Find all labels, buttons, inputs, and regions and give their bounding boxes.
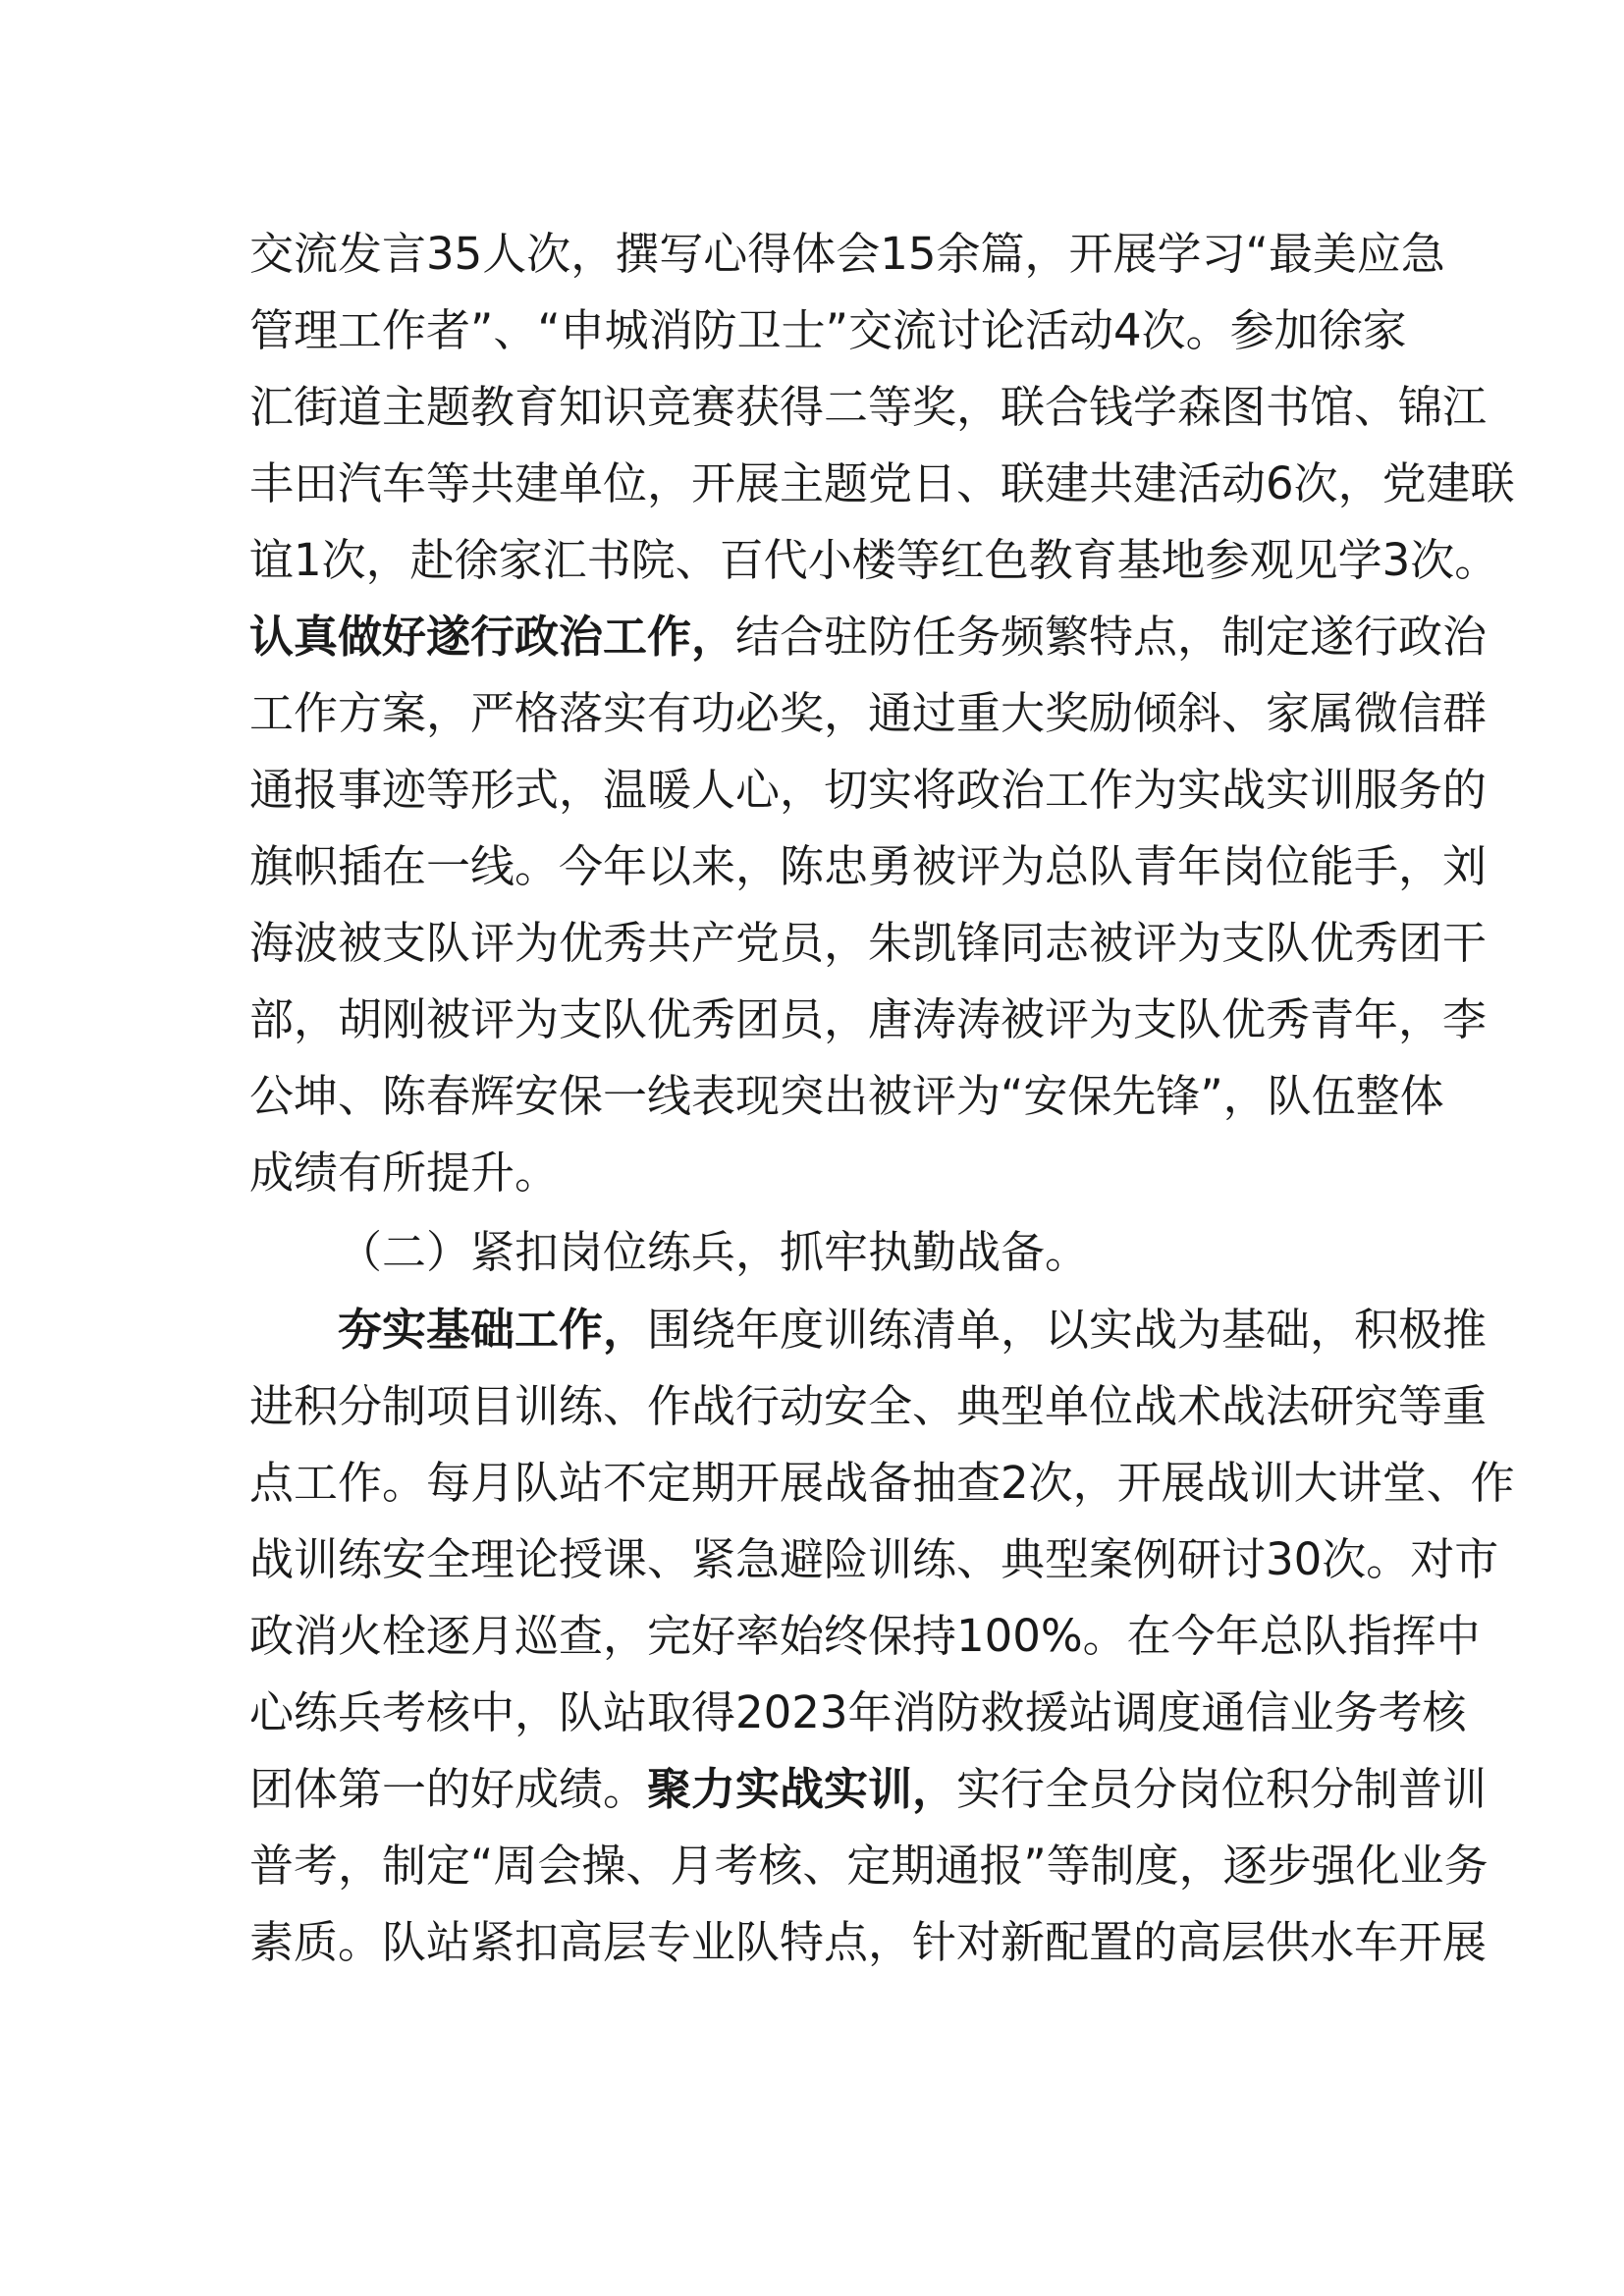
paragraph-line: 战训练安全理论授课、紧急避险训练、典型案例研讨30次。对市 — [249, 1533, 1499, 1585]
paragraph-text: 围绕年度训练清单，以实战为基础，积极推 — [647, 1304, 1488, 1356]
paragraph-line: 通报事迹等形式，温暖人心，切实将政治工作为实战实训服务的 — [249, 764, 1488, 816]
paragraph-line: 心练兵考核中，队站取得2023年消防救援站调度通信业务考核 — [249, 1686, 1467, 1738]
paragraph-line — [338, 1296, 1488, 1364]
paragraph-line: 普考，制定“周会操、月考核、定期通报”等制度，逐步强化业务 — [249, 1840, 1489, 1892]
paragraph-line: 管理工作者”、“申城消防卫士”交流讨论活动4次。参加徐家 — [249, 304, 1407, 356]
paragraph-line: 旗帜插在一线。今年以来，陈忠勇被评为总队青年岗位能手，刘 — [249, 840, 1488, 892]
paragraph-line: 谊1次，赴徐家汇书院、百代小楼等红色教育基地参观见学3次。 — [249, 534, 1499, 586]
paragraph-text: 团体第一的好成绩。 — [249, 1763, 648, 1815]
paragraph-line: 交流发言35人次，撰写心得体会15余篇，开展学习“最美应急 — [249, 228, 1445, 280]
bold-lead-phrase: 聚力实战实训， — [647, 1763, 957, 1815]
paragraph-text: 实行全员分岗位积分制普训 — [956, 1763, 1488, 1815]
paragraph-line: 进积分制项目训练、作战行动安全、典型单位战术战法研究等重 — [249, 1380, 1488, 1432]
paragraph-line: 海波被支队评为优秀共产党员，朱凯锋同志被评为支队优秀团干 — [249, 917, 1488, 969]
paragraph-line: 公坤、陈春辉安保一线表现突出被评为“安保先锋”，队伍整体 — [249, 1070, 1444, 1122]
paragraph-line — [249, 1755, 1488, 1824]
paragraph-line: 汇街道主题教育知识竞赛获得二等奖，联合钱学森图书馆、锦江 — [249, 381, 1488, 433]
paragraph-line: 部，胡刚被评为支队优秀团员，唐涛涛被评为支队优秀青年，李 — [249, 993, 1488, 1045]
bold-lead-phrase: 认真做好遂行政治工作， — [249, 611, 736, 663]
paragraph-line: 点工作。每月队站不定期开展战备抽查2次，开展战训大讲堂、作 — [249, 1457, 1515, 1509]
paragraph-line: 素质。队站紧扣高层专业队特点，针对新配置的高层供水车开展 — [249, 1916, 1488, 1968]
paragraph-line: 成绩有所提升。 — [249, 1147, 560, 1199]
paragraph-line — [249, 603, 1488, 671]
paragraph-line: 政消火栓逐月巡查，完好率始终保持100%。在今年总队指挥中 — [249, 1610, 1481, 1662]
section-heading: （二）紧扣岗位练兵，抓牢执勤战备。 — [338, 1226, 1090, 1278]
bold-lead-phrase: 夯实基础工作， — [338, 1304, 648, 1356]
paragraph-line: 工作方案，严格落实有功必奖，通过重大奖励倾斜、家属微信群 — [249, 687, 1488, 739]
paragraph-line: 丰田汽车等共建单位，开展主题党日、联建共建活动6次，党建联 — [249, 457, 1515, 509]
paragraph-text: 结合驻防任务频繁特点，制定遂行政治 — [735, 611, 1488, 663]
